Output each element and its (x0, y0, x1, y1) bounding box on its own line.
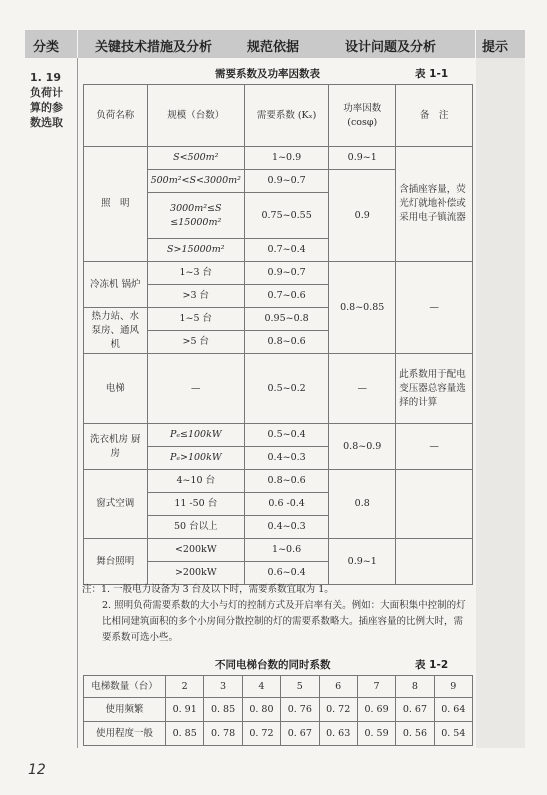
header-cell: 2 (166, 676, 204, 698)
cell: 0. 72 (242, 722, 280, 746)
cell: 舞台照明 (84, 539, 148, 585)
cell: — (396, 262, 473, 354)
column-divider (77, 58, 78, 748)
header-cell: 备 注 (396, 85, 473, 147)
cell: 1~3 台 (147, 262, 244, 285)
cell: 0. 72 (319, 698, 357, 722)
elevator-coefficient-table (83, 675, 473, 746)
header-cell: 需要系数 (Kₓ) (244, 85, 328, 147)
cell: 0. 64 (434, 698, 472, 722)
table1-title: 需要系数及功率因数表 (215, 68, 320, 80)
cell: 0.8~0.85 (329, 262, 396, 354)
table-row (84, 354, 473, 424)
cell: 0.4~0.3 (244, 447, 328, 470)
cell: >3 台 (147, 285, 244, 308)
header-category: 分类 (33, 40, 60, 55)
header-measures: 关键技术措施及分析 (95, 40, 213, 55)
cell: 0.8 (329, 470, 396, 539)
cell: 电梯 (84, 354, 148, 424)
cell: 0.5~0.4 (244, 424, 328, 447)
header-divider (77, 30, 78, 58)
cell: 1~5 台 (147, 308, 244, 331)
cell: 0.7~0.6 (244, 285, 328, 308)
cell: 洗衣机房 厨房 (84, 424, 148, 470)
cell: — (396, 424, 473, 470)
header-issues: 设计问题及分析 (345, 40, 437, 55)
cell: 0.9 (329, 170, 396, 262)
header-cell: 8 (396, 676, 434, 698)
table-notes (82, 582, 472, 646)
cell: 0. 78 (204, 722, 242, 746)
page-number: 12 (28, 762, 46, 778)
cell: Pₑ>100kW (147, 447, 244, 470)
cell: 含插座容量，荧光灯就地补偿或采用电子镇流器 (396, 147, 473, 262)
table2-number: 表 1-2 (415, 659, 449, 671)
note-2: 2. 照明负荷需要系数的大小与灯的控制方式及开启率有关。例如：大面积集中控制的灯比相同建筑面积的多个小房间分散控制的灯的需要系数略大。插座容量的比例大时，需要系数可选小些。 (102, 600, 466, 643)
cell: 3000m²≤S ≤15000m² (147, 193, 244, 239)
cell: 0.75~0.55 (244, 193, 328, 239)
table-row (84, 722, 473, 746)
cell: 0. 67 (396, 698, 434, 722)
header-cell: 7 (357, 676, 395, 698)
cell (396, 539, 473, 585)
cell: 0.6 -0.4 (244, 493, 328, 516)
cell: 0.4~0.3 (244, 516, 328, 539)
cell: 1~0.6 (244, 539, 328, 562)
cell: 0.7~0.4 (244, 239, 328, 262)
tips-panel (476, 58, 525, 748)
cell: 冷冻机 锅炉 (84, 262, 148, 308)
page-header (25, 30, 525, 58)
cell: S>15000m² (147, 239, 244, 262)
cell: >5 台 (147, 331, 244, 354)
table-row (84, 470, 473, 493)
cell: 0.8~0.6 (244, 470, 328, 493)
section-number: 1. 19 (30, 71, 61, 84)
cell: 0. 54 (434, 722, 472, 746)
header-divider (475, 30, 476, 58)
section-title: 负荷计算的参数选取 (30, 86, 63, 129)
cell: 0.95~0.8 (244, 308, 328, 331)
header-cell: 功率因数 (cosφ) (329, 85, 396, 147)
header-cell: 电梯数量（台） (84, 676, 166, 698)
cell: 0.9~0.7 (244, 262, 328, 285)
cell: 0.9~1 (329, 147, 396, 170)
demand-factor-table (83, 84, 473, 585)
cell: 0. 80 (242, 698, 280, 722)
table-row (84, 262, 473, 285)
table2-title: 不同电梯台数的同时系数 (215, 659, 331, 671)
header-cell: 6 (319, 676, 357, 698)
cell: 50 台以上 (147, 516, 244, 539)
header-basis: 规范依据 (247, 40, 300, 55)
cell: 照 明 (84, 147, 148, 262)
cell: 热力站、水泵房、通风机 (84, 308, 148, 354)
cell: 0. 69 (357, 698, 395, 722)
header-cell: 4 (242, 676, 280, 698)
cell: 0.9~0.7 (244, 170, 328, 193)
cell: >200kW (147, 562, 244, 585)
cell: 500m²<S<3000m² (147, 170, 244, 193)
cell: 4~10 台 (147, 470, 244, 493)
cell: 0. 76 (281, 698, 319, 722)
section-label (30, 70, 72, 130)
header-cell: 5 (281, 676, 319, 698)
cell: 0. 59 (357, 722, 395, 746)
table-row (84, 698, 473, 722)
header-cell: 3 (204, 676, 242, 698)
cell: 0.9~1 (329, 539, 396, 585)
cell: 0.8~0.9 (329, 424, 396, 470)
cell: 窗式空调 (84, 470, 148, 539)
cell: 0. 85 (166, 722, 204, 746)
cell: Pₑ≤100kW (147, 424, 244, 447)
cell: 1~0.9 (244, 147, 328, 170)
header-cell: 规模（台数） (147, 85, 244, 147)
cell: 使用频繁 (84, 698, 166, 722)
table-row (84, 147, 473, 170)
header-cell: 负荷名称 (84, 85, 148, 147)
cell: — (147, 354, 244, 424)
table1-number: 表 1-1 (415, 68, 449, 80)
table-row (84, 424, 473, 447)
table-header-row (84, 85, 473, 147)
table-row (84, 539, 473, 562)
header-tips: 提示 (482, 40, 509, 55)
cell: 0. 63 (319, 722, 357, 746)
cell: 0.6~0.4 (244, 562, 328, 585)
header-cell: 9 (434, 676, 472, 698)
note-1: 注：1. 一般电力设备为 3 台及以下时，需要系数宜取为 1。 (82, 584, 334, 595)
cell: 0. 91 (166, 698, 204, 722)
cell: 0. 67 (281, 722, 319, 746)
cell: 0.8~0.6 (244, 331, 328, 354)
table-header-row (84, 676, 473, 698)
cell: — (329, 354, 396, 424)
cell: 使用程度一般 (84, 722, 166, 746)
cell: 0.5~0.2 (244, 354, 328, 424)
cell: 此系数用于配电变压器总容量选择的计算 (396, 354, 473, 424)
cell: 0. 85 (204, 698, 242, 722)
cell: S<500m² (147, 147, 244, 170)
cell (396, 470, 473, 539)
cell: <200kW (147, 539, 244, 562)
cell: 11 -50 台 (147, 493, 244, 516)
cell: 0. 56 (396, 722, 434, 746)
